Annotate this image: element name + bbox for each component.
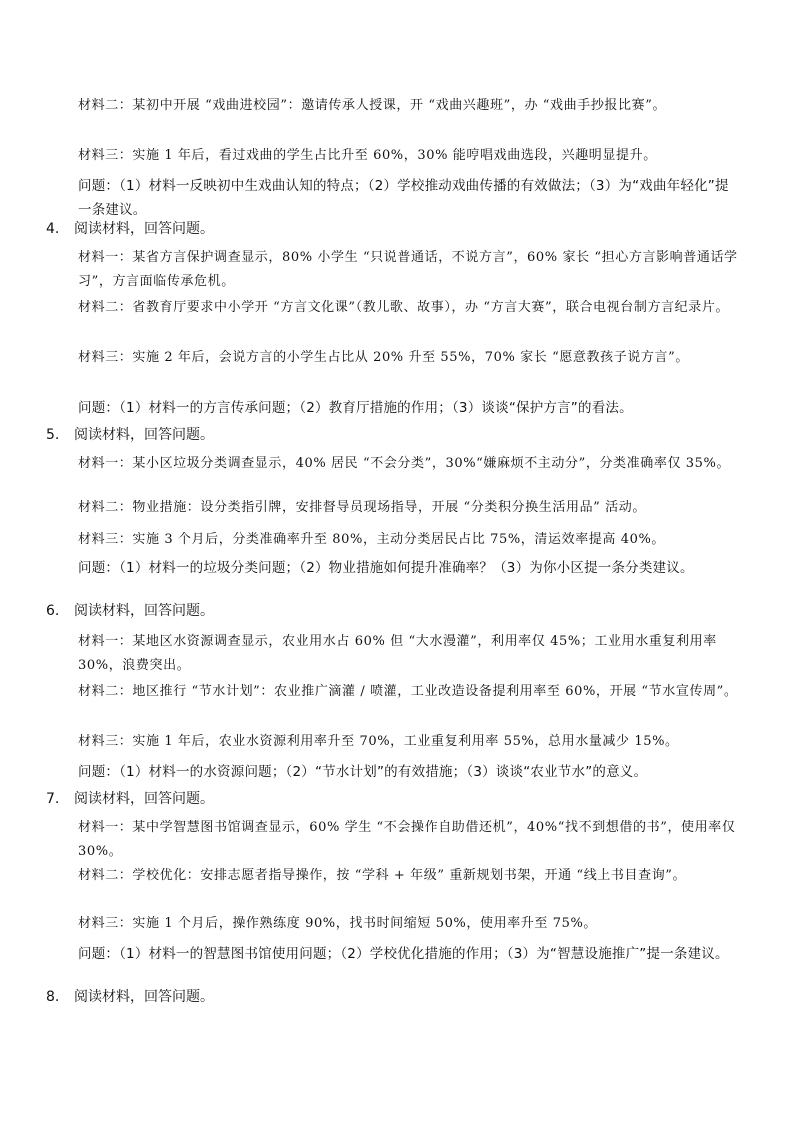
question-number: 4. (46, 221, 60, 237)
material-paragraph: 材料二：物业措施：设分类指引牌，安排督导员现场指导，开展 “分类积分换生活用品” 活动。 (78, 500, 646, 515)
question-prompt: 问题：（1）材料一的垃圾分类问题；（2）物业措施如何提升准确率？（3）为你小区提一条分类建议。 (78, 560, 694, 576)
material-paragraph: 材料一：某小区垃圾分类调查显示，40% 居民 “不会分类”，30%“嫌麻烦不主动分”，分类准确率仅 35%。 (78, 456, 731, 471)
question-instruction: 阅读材料，回答问题。 (74, 989, 214, 1005)
material-paragraph: 材料一：某中学智慧图书馆调查显示，60% 学生 “不会操作自助借还机”，40%“找不到想借的书”，使用率仅 30%。 (78, 820, 736, 859)
question-number: 5. (46, 427, 60, 443)
question-instruction: 阅读材料，回答问题。 (74, 791, 214, 807)
material-paragraph: 材料二：学校优化：安排志愿者指导操作，按 “学科 + 年级” 重新规划书架，开通 “线上书目查询”。 (78, 868, 687, 883)
question-heading (46, 600, 746, 622)
question-prompt: 问题：（1）材料一的方言传承问题；（2）教育厅措施的作用；（3）谈谈“保护方言”的看法。 (78, 400, 633, 416)
material-paragraph: 材料三：实施 3 个月后，分类准确率升至 80%，主动分类居民占比 75%，清运效率提高 40%。 (78, 532, 666, 547)
material-paragraph: 材料二：某初中开展 “戏曲进校园”：邀请传承人授课，开 “戏曲兴趣班”，办 “戏曲手抄报比赛”。 (78, 98, 667, 113)
question-prompt: 问题：（1）材料一的智慧图书馆使用问题；（2）学校优化措施的作用；（3）为“智慧设施推广”提一条建议。 (78, 946, 729, 962)
question-heading (46, 788, 746, 810)
material-paragraph: 材料一：某省方言保护调查显示，80% 小学生 “只说普通话，不说方言”，60% 家长 “担心方言影响普通话学习”，方言面临传承危机。 (78, 250, 738, 289)
material-paragraph: 材料三：实施 2 年后，会说方言的小学生占比从 20% 升至 55%，70% 家长 “愿意教孩子说方言”。 (78, 350, 689, 365)
question-number: 6. (46, 603, 60, 619)
question-prompt: 问题：（1）材料一的水资源问题；（2）“节水计划”的有效措施；（3）谈谈“农业节水”的意义。 (78, 764, 648, 780)
question-heading (46, 986, 746, 1008)
material-paragraph: 材料二：省教育厅要求中小学开 “方言文化课”（教儿歌、故事），办 “方言大赛”，联合电视台制方言纪录片。 (78, 300, 730, 315)
question-number: 8. (46, 989, 60, 1005)
question-number: 7. (46, 791, 60, 807)
question-instruction: 阅读材料，回答问题。 (74, 427, 214, 443)
question-heading (46, 424, 746, 446)
material-paragraph: 材料三：实施 1 年后，看过戏曲的学生占比升至 60%，30% 能哼唱戏曲选段，兴趣明显提升。 (78, 148, 657, 163)
question-prompt: 问题：（1）材料一反映初中生戏曲认知的特点；（2）学校推动戏曲传播的有效做法；（3）为“戏曲年轻化”提一条建议。 (78, 178, 729, 218)
question-heading (46, 218, 746, 240)
material-paragraph: 材料三：实施 1 年后，农业水资源利用率升至 70%，工业重复利用率 55%，总用水量减少 15%。 (78, 734, 679, 749)
material-paragraph: 材料三：实施 1 个月后，操作熟练度 90%，找书时间缩短 50%，使用率升至 75%。 (78, 916, 598, 931)
material-paragraph: 材料二：地区推行 “节水计划”：农业推广滴灌 / 喷灌，工业改造设备提利用率至 60%，开展 “节水宣传周”。 (78, 684, 738, 699)
question-instruction: 阅读材料，回答问题。 (74, 221, 214, 237)
material-paragraph: 材料一：某地区水资源调查显示，农业用水占 60% 但 “大水漫灌”，利用率仅 45%；工业用水重复利用率 30%，浪费突出。 (78, 634, 717, 673)
question-instruction: 阅读材料，回答问题。 (74, 603, 214, 619)
